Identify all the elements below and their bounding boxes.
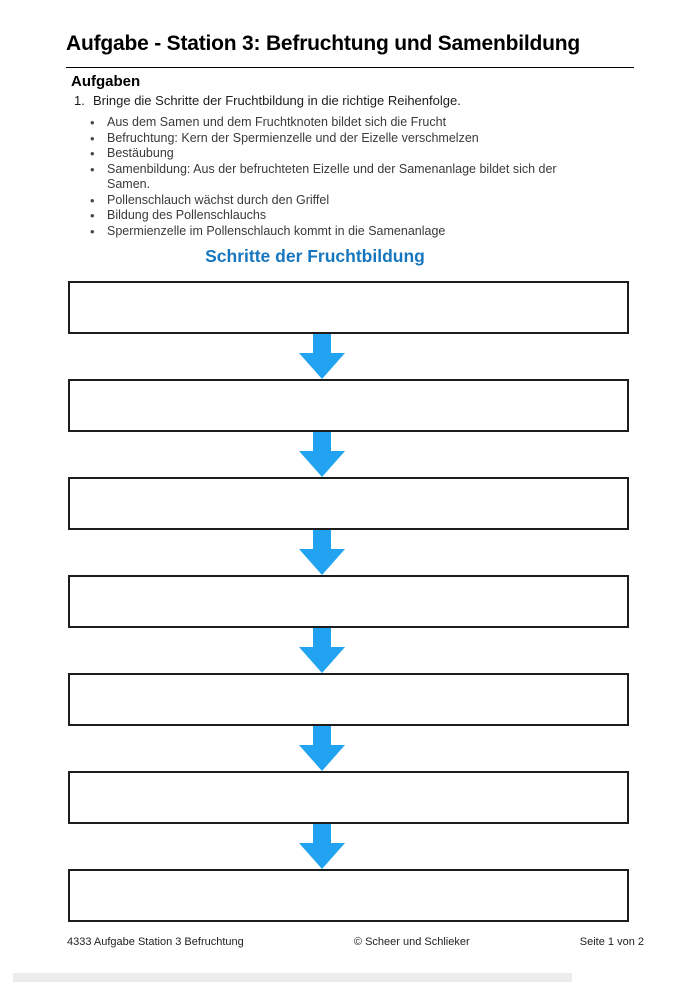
task-text: Bringe die Schritte der Fruchtbildung in die richtige Reihenfolge.	[93, 93, 461, 108]
list-item: • Befruchtung: Kern der Spermienzelle und der Eizelle verschmelzen	[90, 131, 588, 147]
task-number: 1.	[74, 93, 85, 108]
arrow-down-icon	[299, 334, 345, 379]
list-item: • Aus dem Samen und dem Fruchtknoten bildet sich die Frucht	[90, 115, 588, 131]
page-edge	[13, 973, 572, 982]
diagram-title: Schritte der Fruchtbildung	[205, 246, 425, 266]
sequence-box-3	[68, 477, 629, 530]
list-item: • Spermienzelle im Pollenschlauch kommt in die Samenanlage	[90, 224, 588, 240]
bullet-list	[90, 115, 588, 239]
footer-center: © Scheer und Schlieker	[353, 936, 470, 948]
tasks-heading: Aufgaben	[71, 73, 141, 90]
list-item: • Bestäubung	[90, 146, 588, 162]
title-divider	[66, 67, 634, 68]
page-title: Aufgabe - Station 3: Befruchtung und Samenbildung	[66, 32, 581, 55]
list-item: • Pollenschlauch wächst durch den Griffel	[90, 193, 588, 209]
sequence-box-7	[68, 869, 629, 922]
list-item: • Samenbildung: Aus der befruchteten Eizelle und der Samenanlage bildet sich der Samen.	[90, 162, 588, 193]
arrow-down-icon	[299, 432, 345, 477]
sequence-box-1	[68, 281, 629, 334]
sequence-box-6	[68, 771, 629, 824]
list-item: • Bildung des Pollenschlauchs	[90, 208, 588, 224]
footer-right: Seite 1 von 2	[579, 936, 644, 948]
footer-left: 4333 Aufgabe Station 3 Befruchtung	[67, 936, 244, 948]
arrow-down-icon	[299, 530, 345, 575]
arrow-down-icon	[299, 824, 345, 869]
sequence-box-2	[68, 379, 629, 432]
page-footer	[67, 936, 644, 948]
task-item	[74, 93, 461, 108]
sequence-box-4	[68, 575, 629, 628]
arrow-down-icon	[299, 726, 345, 771]
sequence-box-5	[68, 673, 629, 726]
arrow-down-icon	[299, 628, 345, 673]
